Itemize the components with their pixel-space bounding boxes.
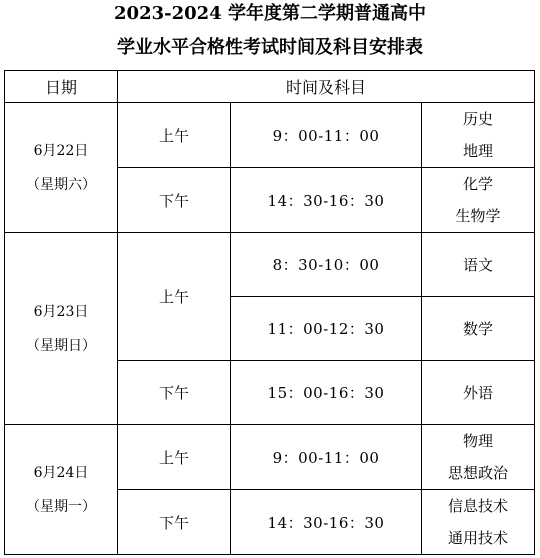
exam-schedule-table — [4, 70, 535, 555]
subject-cell — [422, 361, 535, 425]
subject-cell — [422, 168, 535, 233]
subject-cell — [422, 103, 535, 168]
subject-label: 信息技术 — [448, 497, 509, 515]
half-day-label: 上午 — [118, 103, 231, 168]
document-title-line1: 2023-2024 学年度第二学期普通高中 — [114, 3, 426, 24]
subject-label: 地理 — [463, 142, 494, 160]
subject-label: 化学 — [463, 175, 494, 193]
subject-label: 外语 — [463, 383, 494, 402]
table-row — [5, 425, 535, 490]
half-day-label: 下午 — [118, 361, 231, 425]
time-cell: 14：30-16：30 — [231, 490, 422, 555]
half-day-label: 上午 — [118, 233, 231, 361]
document-title-line2: 学业水平合格性考试时间及科目安排表 — [117, 37, 423, 58]
time-cell: 11：00-12：30 — [231, 297, 422, 361]
header-schedule: 时间及科目 — [118, 71, 535, 103]
half-day-label: 下午 — [118, 490, 231, 555]
subject-cell — [422, 490, 535, 555]
time-cell: 15：00-16：30 — [231, 361, 422, 425]
table-row — [5, 103, 535, 168]
subject-label: 语文 — [463, 255, 494, 274]
subject-label: 通用技术 — [448, 529, 509, 547]
date-cell — [5, 233, 118, 425]
weekday-label: （星期六） — [26, 176, 96, 193]
time-cell: 14：30-16：30 — [231, 168, 422, 233]
half-day-label: 下午 — [118, 168, 231, 233]
subject-label: 数学 — [463, 319, 494, 338]
time-cell: 9：00-11：00 — [231, 425, 422, 490]
header-date: 日期 — [5, 71, 118, 103]
half-day-label: 上午 — [118, 425, 231, 490]
date-cell — [5, 103, 118, 233]
weekday-label: （星期日） — [26, 337, 96, 354]
subject-label: 思想政治 — [448, 464, 509, 482]
subject-cell — [422, 425, 535, 490]
subject-cell — [422, 297, 535, 361]
weekday-label: （星期一） — [26, 498, 96, 515]
time-cell: 9：00-11：00 — [231, 103, 422, 168]
table-header-row — [5, 71, 535, 103]
date-label: 6月24日 — [33, 464, 89, 481]
date-cell — [5, 425, 118, 555]
subject-label: 物理 — [463, 432, 494, 450]
date-label: 6月22日 — [33, 142, 89, 159]
time-cell: 8：30-10：00 — [231, 233, 422, 297]
date-label: 6月23日 — [33, 303, 89, 320]
subject-label: 生物学 — [455, 207, 501, 225]
table-row — [5, 233, 535, 297]
subject-label: 历史 — [463, 110, 494, 128]
subject-cell — [422, 233, 535, 297]
